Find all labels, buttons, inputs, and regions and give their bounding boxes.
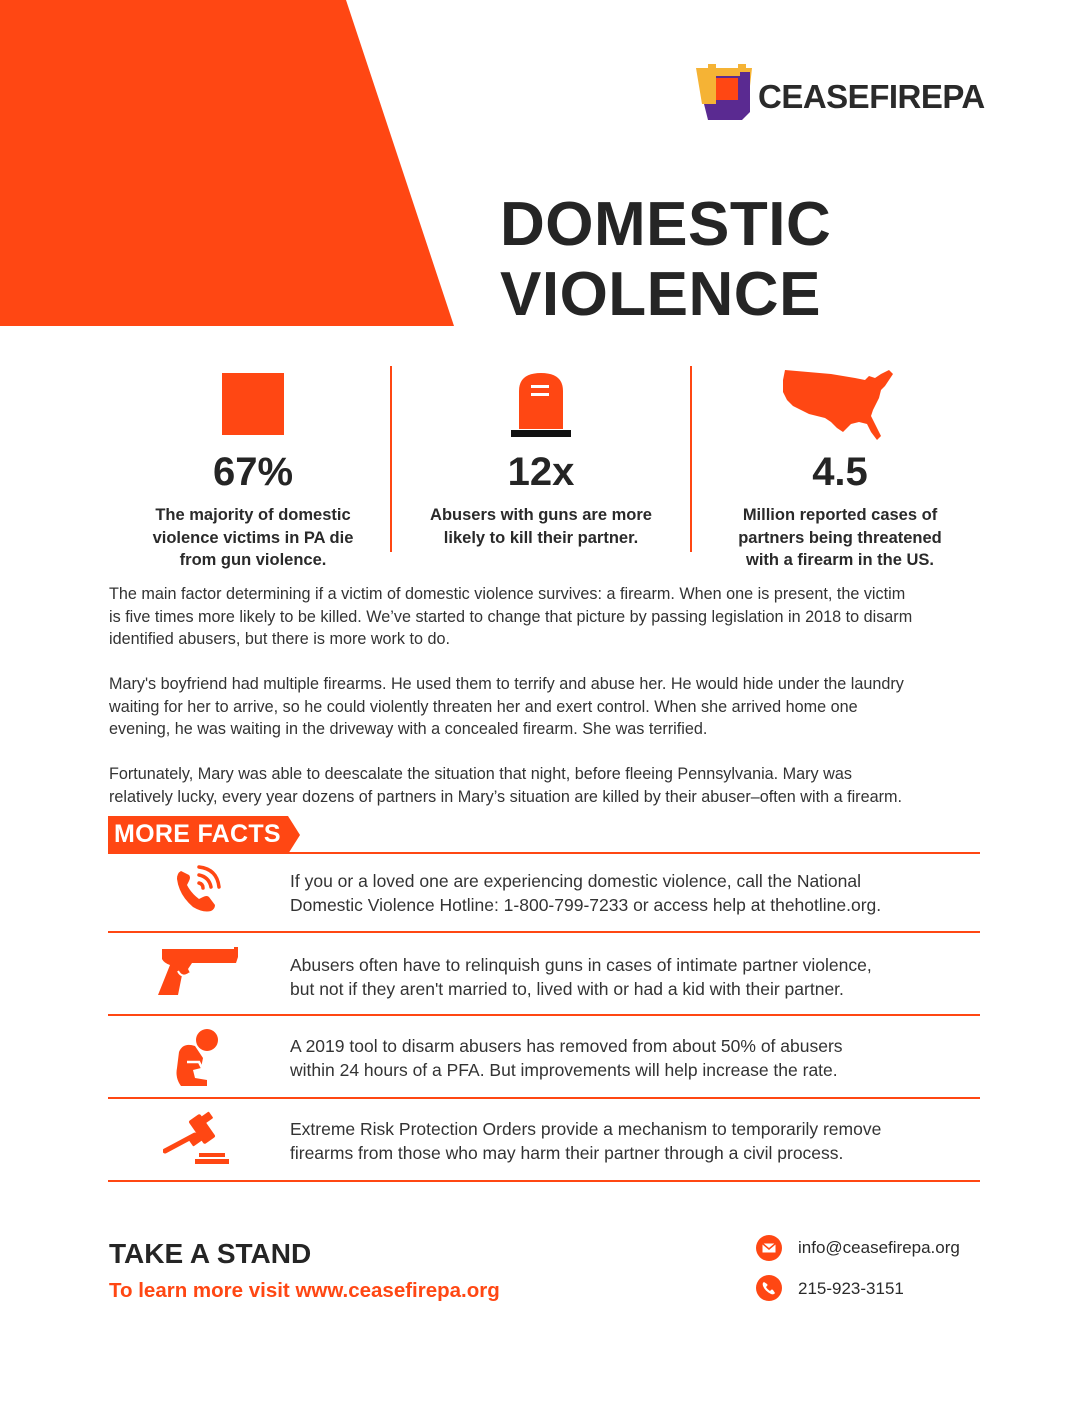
fact-icon-wrap	[150, 1104, 246, 1174]
stat-value: 12x	[507, 450, 575, 494]
stat-desc-line: The majority of domestic	[155, 506, 351, 524]
stat-desc-line: Abusers with guns are more	[430, 506, 652, 524]
fact-line: If you or a loved one are experiencing domestic violence, call the National	[290, 871, 862, 891]
stat-desc-line: partners being threatened	[738, 528, 942, 547]
logo-wordmark	[758, 78, 985, 116]
stat-block-1	[105, 364, 401, 572]
stat-desc-line: violence victims in PA die	[152, 528, 354, 547]
facts-divider	[108, 1014, 980, 1016]
phone-ringing-icon	[173, 865, 223, 915]
stat-desc-line: from gun violence.	[179, 551, 327, 569]
paragraph-line: is five times more likely to be killed. We’ve started to change that picture by passing legislation in 2018 to disarm	[109, 607, 913, 626]
hero-orange-shape	[0, 0, 460, 326]
stat-value: 4.5	[812, 450, 868, 494]
gavel-icon	[163, 1111, 233, 1167]
page-title	[500, 190, 831, 330]
phone-icon	[756, 1275, 782, 1301]
fact-line: Domestic Violence Hotline: 1-800-799-7233 or access help at thehotline.org.	[290, 895, 882, 915]
logo-word-pa: PA	[942, 78, 985, 115]
phone-number[interactable]: 215-923-3151	[798, 1279, 904, 1298]
fact-icon-wrap	[150, 938, 246, 1008]
stat-desc-line: Million reported cases of	[742, 506, 938, 524]
logo-word-fire: FIRE	[869, 78, 943, 115]
email-link[interactable]: info@ceasefirepa.org	[798, 1238, 960, 1257]
paragraph-line: identified abusers, but there is more work to do.	[109, 630, 451, 648]
paragraph-line: evening, he was waiting in the driveway with a concealed firearm. She was terrified.	[109, 720, 708, 738]
fact-line: but not if they aren't married to, lived with or had a kid with their partner.	[290, 979, 844, 999]
paragraph-line: The main factor determining if a victim of domestic violence survives: a firearm. When one is present, the victim	[109, 585, 906, 603]
body-paragraph-2	[109, 673, 989, 741]
body-paragraph-3	[109, 763, 989, 808]
body-paragraph-1	[109, 583, 989, 651]
fact-text-4	[290, 1117, 950, 1165]
facts-divider	[108, 852, 980, 854]
facts-divider	[108, 1097, 980, 1099]
fact-text-3	[290, 1034, 950, 1082]
usa-map-icon	[781, 366, 899, 442]
paragraph-line: Mary's boyfriend had multiple firearms. He used them to terrify and abuse her. He would hide under the laundry	[109, 675, 904, 693]
title-line-1: DOMESTIC	[500, 190, 832, 259]
take-a-stand-heading: TAKE A STAND	[109, 1238, 312, 1269]
stat-block-2	[393, 364, 689, 549]
title-line-2: VIOLENCE	[500, 260, 821, 329]
distressed-person-icon	[173, 1028, 223, 1086]
email-icon	[756, 1235, 782, 1261]
fact-line: within 24 hours of a PFA. But improvements will help increase the rate.	[290, 1060, 838, 1080]
fact-text-2	[290, 953, 950, 1001]
paragraph-line: Fortunately, Mary was able to deescalate the situation that night, before fleeing Pennsylvania. Mary was	[109, 765, 852, 783]
stat-value: 67%	[212, 450, 294, 494]
stat-desc-line: with a firearm in the US.	[746, 551, 934, 569]
tombstone-icon	[511, 369, 571, 439]
logo-word-cease: CEASE	[758, 78, 870, 115]
fact-icon-wrap	[150, 1022, 246, 1092]
square-icon	[222, 373, 284, 435]
stat-description	[692, 504, 988, 572]
fact-line: firearms from those who may harm their partner through a civil process.	[290, 1143, 844, 1163]
stat-divider	[390, 366, 392, 552]
fact-line: Extreme Risk Protection Orders provide a mechanism to temporarily remove	[290, 1119, 882, 1139]
stat-desc-line: likely to kill their partner.	[443, 528, 639, 547]
stat-block-3	[692, 364, 988, 572]
handgun-icon	[156, 947, 240, 999]
fact-line: A 2019 tool to disarm abusers has removed from about 50% of abusers	[290, 1036, 843, 1056]
fact-icon-wrap	[150, 855, 246, 925]
fact-text-1	[290, 869, 950, 917]
more-facts-heading: MORE FACTS	[114, 820, 281, 848]
logo-keystone-icon	[694, 64, 756, 122]
stat-description	[105, 504, 401, 572]
learn-more-link[interactable]: To learn more visit www.ceasefirepa.org	[109, 1279, 500, 1302]
facts-divider	[108, 931, 980, 933]
fact-line: Abusers often have to relinquish guns in cases of intimate partner violence,	[290, 955, 872, 975]
paragraph-line: relatively lucky, every year dozens of partners in Mary’s situation are killed by their abuser–often with a firearm.	[109, 787, 902, 806]
paragraph-line: waiting for her to arrive, so he could violently threaten her and exert control. When she arrived home one	[109, 697, 858, 716]
stat-description	[393, 504, 689, 549]
facts-divider	[108, 1180, 980, 1182]
